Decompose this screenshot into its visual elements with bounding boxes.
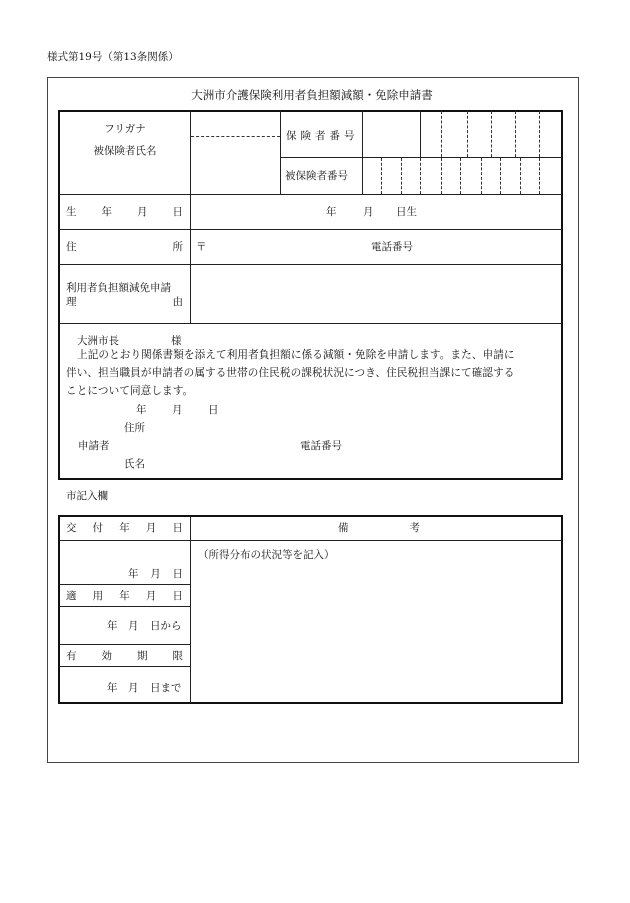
apply-year: 年 <box>107 620 118 632</box>
application-month: 月 <box>172 404 183 416</box>
addressee: 大洲市長 <box>77 335 119 347</box>
reason-label: 利用者負担額減免申請 <box>66 282 171 294</box>
issue-date-label: 交 付 年 月 日 <box>66 522 183 534</box>
valid-month: 月 <box>128 682 139 694</box>
remarks-note: （所得分布の状況等を記入） <box>198 549 335 561</box>
applicant-address-label: 住所 <box>124 422 145 434</box>
applicant-label: 申請者 <box>78 440 110 452</box>
insured-name-label: 被保険者氏名 <box>93 145 157 157</box>
dob-month: 月 <box>363 206 374 218</box>
city-section-label: 市記入欄 <box>66 490 108 502</box>
address-phone-label: 電話番号 <box>371 241 413 253</box>
apply-month: 月 <box>128 620 139 632</box>
insured-number-label: 被保険者番号 <box>285 170 348 182</box>
form-number-label: 様式第19号（第13条関係） <box>47 51 179 63</box>
valid-day: 日まで <box>150 682 182 694</box>
reason-label-2: 理 由 <box>66 296 183 308</box>
form-title: 大洲市介護保険利用者負担額減額・免除申請書 <box>191 88 433 102</box>
application-day: 日 <box>208 404 219 416</box>
honorific: 様 <box>171 335 182 347</box>
dob-day: 日生 <box>396 206 417 218</box>
insurer-number-label: 保険者番号 <box>286 130 359 142</box>
city-table <box>58 515 563 704</box>
applicant-phone-label: 電話番号 <box>300 440 342 452</box>
dob-year: 年 <box>326 206 337 218</box>
remarks-header: 備 考 <box>338 522 420 534</box>
applicant-name-label: 氏名 <box>124 458 145 470</box>
furigana-label: フリガナ <box>104 123 146 135</box>
apply-day: 日から <box>150 620 182 632</box>
address-label: 住 所 <box>66 241 183 253</box>
issue-date-value: 年 月 日 <box>128 568 183 580</box>
postal-mark: 〒 <box>196 241 207 253</box>
valid-year: 年 <box>107 682 118 694</box>
declaration-text: 上記のとおり関係書類を添えて利用者負担額に係る減額・免除を申請します。また、申請に 伴い、担当職員が申請者の属する世帯の住民税の課税状況につき、住民税担当課にて確認する ことについて同意します。 <box>66 349 515 397</box>
dob-label: 生 年 月 日 <box>66 206 183 218</box>
application-year: 年 <box>136 404 147 416</box>
apply-date-label: 適 用 年 月 日 <box>66 590 183 602</box>
valid-period-label: 有 効 期 限 <box>66 650 183 662</box>
